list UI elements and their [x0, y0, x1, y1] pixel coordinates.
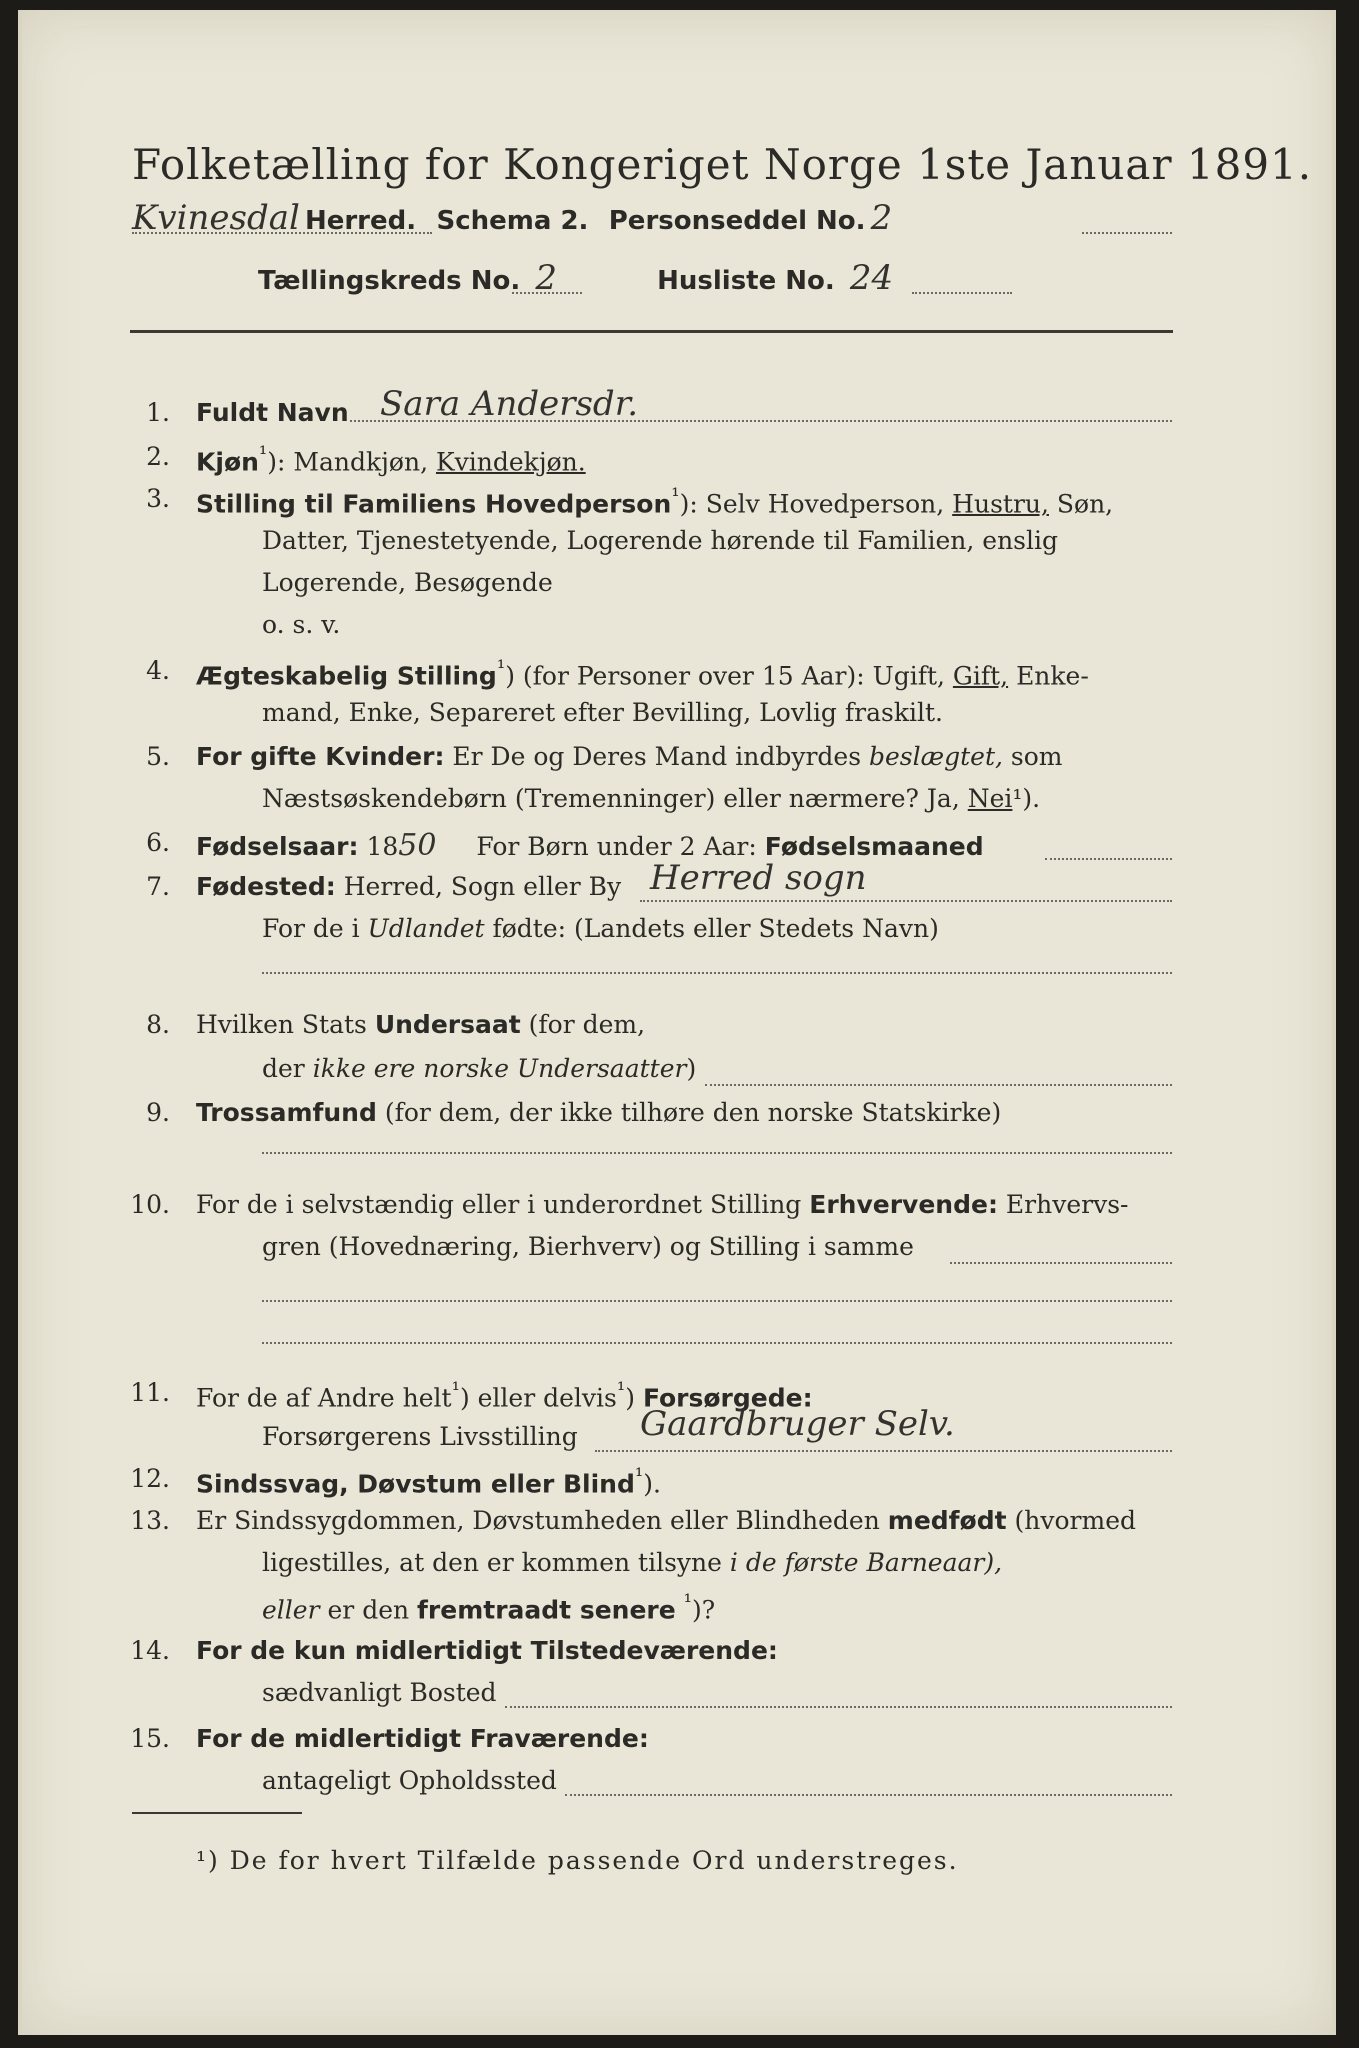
schema-label: Schema 2. — [436, 206, 589, 236]
q13-number: 13. — [130, 1506, 170, 1535]
q5-option-underlined: Nei — [967, 784, 1013, 813]
q10-blank-line-1 — [262, 1300, 1172, 1302]
q12-sup: ¹ — [634, 1464, 644, 1488]
q5-number: 5. — [146, 742, 170, 771]
q11-sup2: ¹ — [616, 1378, 626, 1402]
q7-italic: Udlandet — [367, 914, 485, 943]
q4-rest2: Enke- — [1016, 661, 1089, 691]
q1-dotted-line — [350, 420, 1172, 422]
q4-text — [196, 656, 1089, 690]
q12-rest: ). — [643, 1469, 661, 1499]
q8-line2a: der — [262, 1054, 305, 1083]
q8-bold: Undersaat — [374, 1010, 521, 1039]
q13-line1b: (hvormed — [1014, 1506, 1137, 1535]
q7-label: Fødested: — [196, 872, 336, 901]
q3-rest2: Søn, — [1056, 489, 1114, 519]
q2-label: Kjøn — [196, 447, 259, 477]
q5-rest2: som — [1010, 742, 1063, 771]
q5-line2a: Næstsøskendebørn (Tremenninger) eller nærmere? Ja, — [262, 784, 960, 813]
q1-label: Fuldt Navn — [196, 398, 349, 427]
q11-value: Gaardbruger Selv. — [640, 1404, 955, 1444]
husliste-dotted-line — [912, 292, 1012, 294]
q12-number: 12. — [130, 1464, 170, 1493]
q9-label: Trossamfund — [196, 1098, 377, 1127]
q10-dotted-line — [950, 1262, 1172, 1264]
q4-label: Ægteskabelig Stilling — [196, 661, 497, 691]
q10-line1a: For de i selvstændig eller i underordnet Stilling — [196, 1190, 802, 1219]
q13-line3b: )? — [692, 1595, 716, 1625]
q13-line2 — [262, 1548, 1002, 1577]
q11-sup1: ¹ — [451, 1378, 460, 1402]
q9-number: 9. — [146, 1098, 170, 1127]
q10-bold: Erhvervende: — [809, 1190, 998, 1219]
q7-line2a: For de i — [262, 914, 360, 943]
kreds-value: 2 — [535, 258, 557, 298]
q1-number: 1. — [146, 398, 170, 427]
q10-line2: gren (Hovednæring, Bierhverv) og Stilling i samme — [262, 1232, 914, 1261]
q5-label: For gifte Kvinder: — [196, 742, 445, 771]
q11-line1c: ) — [625, 1383, 635, 1413]
header-rule — [130, 330, 1173, 333]
q4-number: 4. — [146, 656, 170, 685]
personseddel-label: Personseddel No. — [608, 206, 866, 236]
q2-sup: ¹ — [258, 442, 268, 466]
husliste-label: Husliste No. — [657, 266, 835, 296]
q15-label: For de midlertidigt Fraværende: — [196, 1724, 649, 1753]
q3-number: 3. — [146, 484, 170, 513]
q5-line2b: ¹). — [1012, 784, 1041, 813]
q4-line2: mand, Enke, Separeret efter Bevilling, Lovlig fraskilt. — [262, 698, 943, 727]
q5-line2 — [262, 784, 1040, 813]
q13-line3a: er den — [327, 1595, 410, 1625]
q15-dotted-line — [565, 1794, 1172, 1796]
personseddel-value: 2 — [870, 198, 893, 238]
q6-rest: For Børn under 2 Aar: — [476, 832, 757, 861]
q3-line3: Logerende, Besøgende — [262, 568, 553, 597]
q6-label2: Fødselsmaaned — [764, 832, 984, 861]
q14-dotted-line — [505, 1706, 1172, 1708]
q7-line2b: fødte: (Landets eller Stedets Navn) — [492, 914, 939, 943]
q13-line2a: ligestilles, at den er kommen tilsyne — [262, 1548, 722, 1577]
herred-dotted-line — [132, 232, 432, 234]
q2-text — [196, 442, 586, 476]
q9-text — [196, 1098, 1001, 1127]
q6-prefix: 18 — [366, 832, 399, 861]
q7-dotted-line — [640, 900, 1172, 902]
q10-line1b: Erhvervs- — [1005, 1190, 1129, 1219]
kreds-dotted-line — [512, 292, 582, 294]
q13-bold: medfødt — [887, 1506, 1007, 1535]
q7-line2 — [262, 914, 939, 943]
page-left-edge — [18, 10, 22, 2035]
q1-value: Sara Andersdr. — [380, 384, 639, 424]
q9-blank-line — [262, 1152, 1172, 1154]
q2-option-underlined: Kvindekjøn. — [435, 447, 586, 477]
q14-line2: sædvanligt Bosted — [262, 1678, 497, 1707]
q3-rest1: ): Selv Hovedperson, — [679, 489, 945, 519]
q11-number: 11. — [130, 1378, 170, 1407]
q8-dotted-line — [705, 1084, 1172, 1086]
q7-text — [196, 872, 621, 901]
q7-blank-line — [262, 972, 1172, 974]
q9-rest: (for dem, der ikke tilhøre den norske Statskirke) — [384, 1098, 1002, 1127]
q4-option-underlined: Gift, — [952, 661, 1009, 691]
q3-sup: ¹ — [671, 484, 680, 508]
q13-line1a: Er Sindssygdommen, Døvstumheden eller Blindheden — [196, 1506, 880, 1535]
q8-line1a: Hvilken Stats — [196, 1010, 367, 1039]
q14-number: 14. — [130, 1636, 170, 1665]
q3-option-underlined: Hustru, — [952, 489, 1049, 519]
footnote: ¹) De for hvert Tilfælde passende Ord understreges. — [196, 1846, 959, 1875]
personseddel-dotted-line — [1082, 232, 1172, 234]
q15-number: 15. — [130, 1724, 170, 1753]
q11-bold: Forsørgede: — [642, 1383, 813, 1413]
q8-number: 8. — [146, 1010, 170, 1039]
q11-line1a: For de af Andre helt — [196, 1383, 452, 1413]
q8-text — [196, 1010, 645, 1039]
kreds-label: Tællingskreds No. — [258, 266, 521, 296]
q6-number: 6. — [146, 828, 170, 857]
q5-text — [196, 742, 1063, 771]
q13-line3 — [262, 1590, 715, 1624]
q3-label: Stilling til Familiens Hovedperson — [196, 489, 672, 519]
q4-sup: ¹ — [496, 656, 506, 680]
q12-text — [196, 1464, 661, 1498]
q2-rest: ): Mandkjøn, — [267, 447, 429, 477]
q7-rest: Herred, Sogn eller By — [343, 872, 622, 901]
q11-line2: Forsørgerens Livsstilling — [262, 1422, 578, 1451]
q3-line2: Datter, Tjenestetyende, Logerende hørende til Familien, enslig — [262, 526, 1059, 555]
q8-italic: ikke ere norske Undersaatter — [312, 1054, 687, 1083]
footnote-rule — [132, 1812, 302, 1814]
q13-italic2: eller — [262, 1595, 320, 1625]
q4-rest1: ) (for Personer over 15 Aar): Ugift, — [505, 661, 945, 691]
q3-line4: o. s. v. — [262, 610, 341, 639]
q13-italic: i de første Barneaar), — [729, 1548, 1003, 1577]
q2-number: 2. — [146, 442, 170, 471]
q7-number: 7. — [146, 872, 170, 901]
q6-dotted-line — [1045, 858, 1172, 860]
q10-blank-line-2 — [262, 1342, 1172, 1344]
page-right-edge — [1332, 10, 1336, 2035]
q7-value: Herred sogn — [650, 858, 867, 898]
q11-line1b: ) eller delvis — [459, 1383, 617, 1413]
q5-rest1: Er De og Deres Mand indbyrdes — [452, 742, 862, 771]
q6-label: Fødselsaar: — [196, 832, 359, 861]
q13-sup: ¹ — [683, 1590, 693, 1614]
q8-line1b: (for dem, — [528, 1010, 646, 1039]
q10-number: 10. — [130, 1190, 170, 1219]
q6-value: 50 — [398, 828, 437, 863]
q8-line2b: ) — [686, 1054, 697, 1083]
q3-text — [196, 484, 1113, 518]
q11-dotted-line — [595, 1450, 1172, 1452]
q13-text — [196, 1506, 1136, 1535]
q14-label: For de kun midlertidigt Tilstedeværende: — [196, 1636, 778, 1665]
herred-value: Kvinesdal — [132, 198, 300, 238]
q8-line2 — [262, 1054, 696, 1083]
q12-label: Sindssvag, Døvstum eller Blind — [196, 1469, 635, 1499]
q5-italic: beslægtet, — [869, 742, 1003, 771]
herred-label: Herred. — [304, 206, 417, 236]
q13-bold2: fremtraadt senere — [417, 1595, 676, 1625]
husliste-value: 24 — [849, 258, 894, 298]
form-title: Folketælling for Kongeriget Norge 1ste Januar 1891. — [132, 140, 1313, 189]
q10-text — [196, 1190, 1128, 1219]
q15-line2: antageligt Opholdssted — [262, 1766, 557, 1795]
